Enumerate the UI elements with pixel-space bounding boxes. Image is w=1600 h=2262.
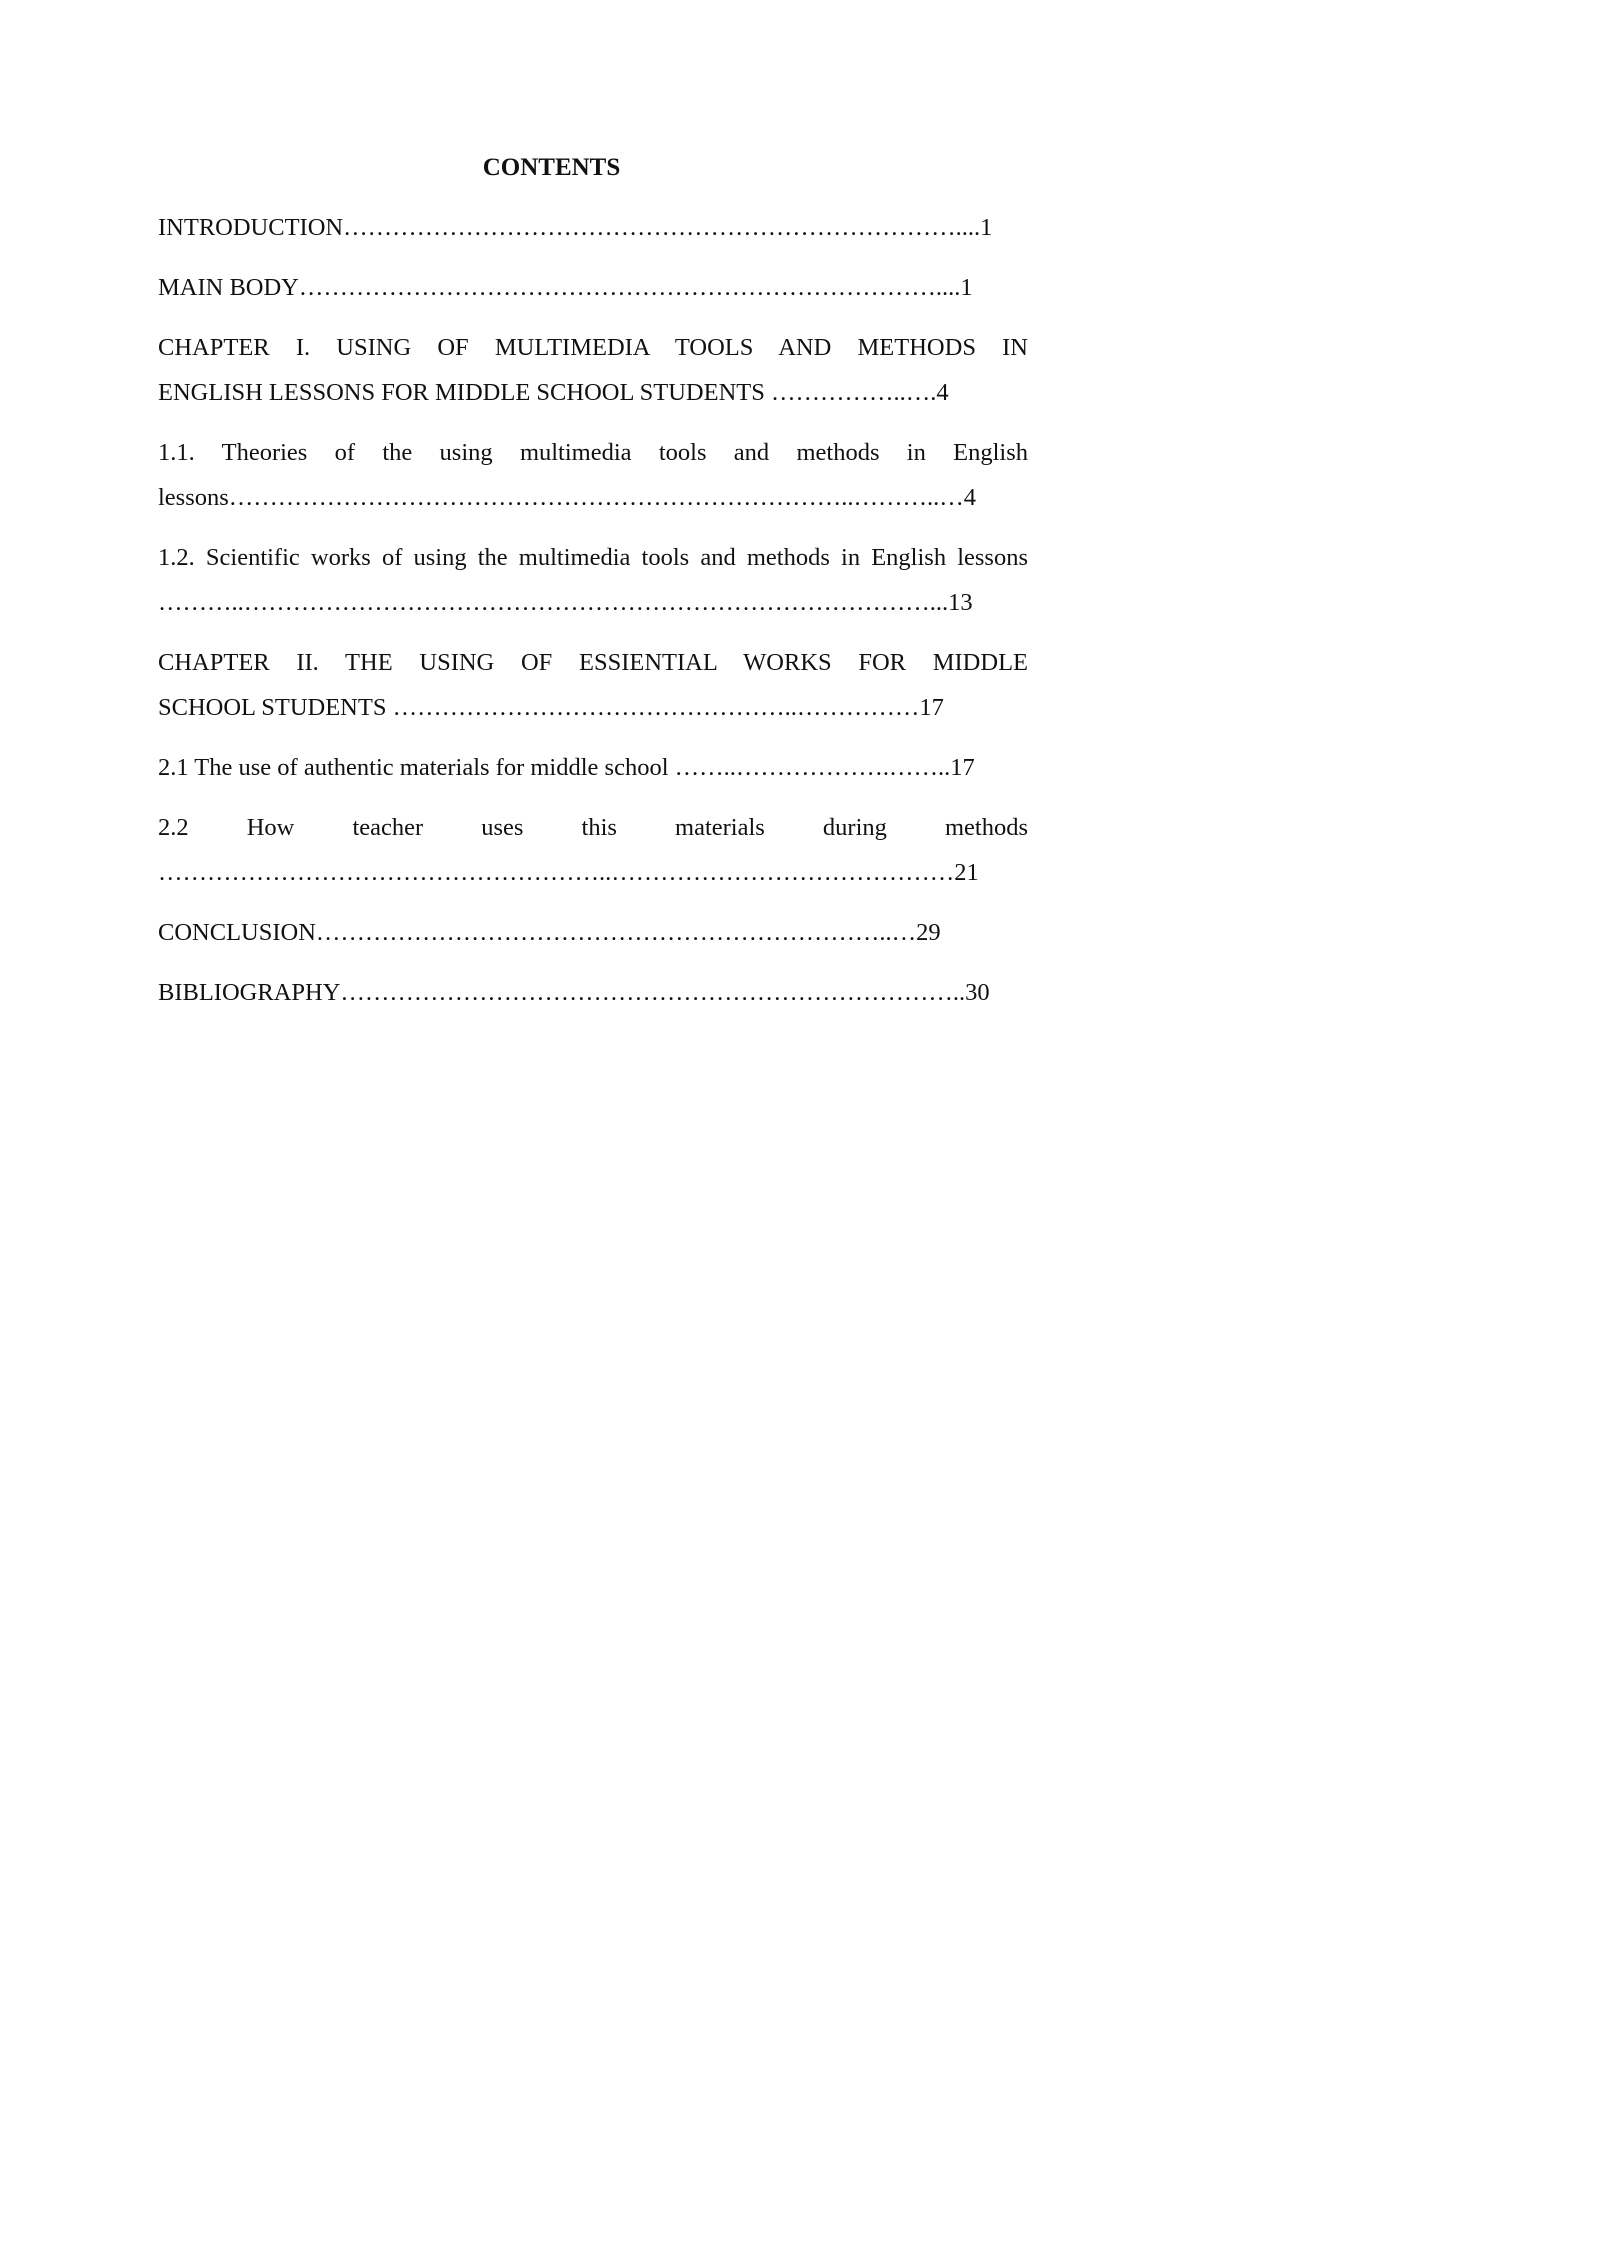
document-page [0, 0, 1103, 1561]
toc-conclusion: CONCLUSION……………………………………………………………..…29 [158, 919, 941, 946]
toc-section-2-2-line-1: 2.2 How teacher uses this materials during methods [158, 814, 1028, 841]
toc-chapter-1-line-1: CHAPTER I. USING OF MULTIMEDIA TOOLS AND METHODS IN [158, 334, 1028, 361]
toc-chapter-2-line-2: SCHOOL STUDENTS …………………………………………..……………17 [158, 694, 944, 721]
toc-section-1-2-line-2: ………..…………………………………………………………………………...13 [158, 589, 973, 616]
toc-section-1-1-line-2: lessons…………………………………………………………………..………..…4 [158, 484, 977, 511]
toc-bibliography: BIBLIOGRAPHY…………………………………………………………………..30 [158, 979, 990, 1006]
toc-chapter-1-line-2: ENGLISH LESSONS FOR MIDDLE SCHOOL STUDENTS ……………..….4 [158, 379, 949, 406]
contents-heading: CONTENTS [482, 154, 621, 181]
toc-main-body: MAIN BODY……………………………………………………………………....1 [158, 274, 973, 301]
toc-chapter-2-line-1: CHAPTER II. THE USING OF ESSIENTIAL WORKS FOR MIDDLE [158, 649, 1028, 676]
toc-section-1-1-line-1: 1.1. Theories of the using multimedia tools and methods in English [158, 439, 1028, 466]
toc-introduction: INTRODUCTION…………………………………………………………………....1 [158, 214, 993, 241]
toc-section-2-1: 2.1 The use of authentic materials for middle school ……..……………….……..17 [158, 754, 975, 781]
toc-section-1-2-line-1: 1.2. Scientific works of using the multimedia tools and methods in English lessons [158, 544, 1028, 571]
toc-section-2-2-line-2: ………………………………………………..……………………………………21 [158, 859, 979, 886]
